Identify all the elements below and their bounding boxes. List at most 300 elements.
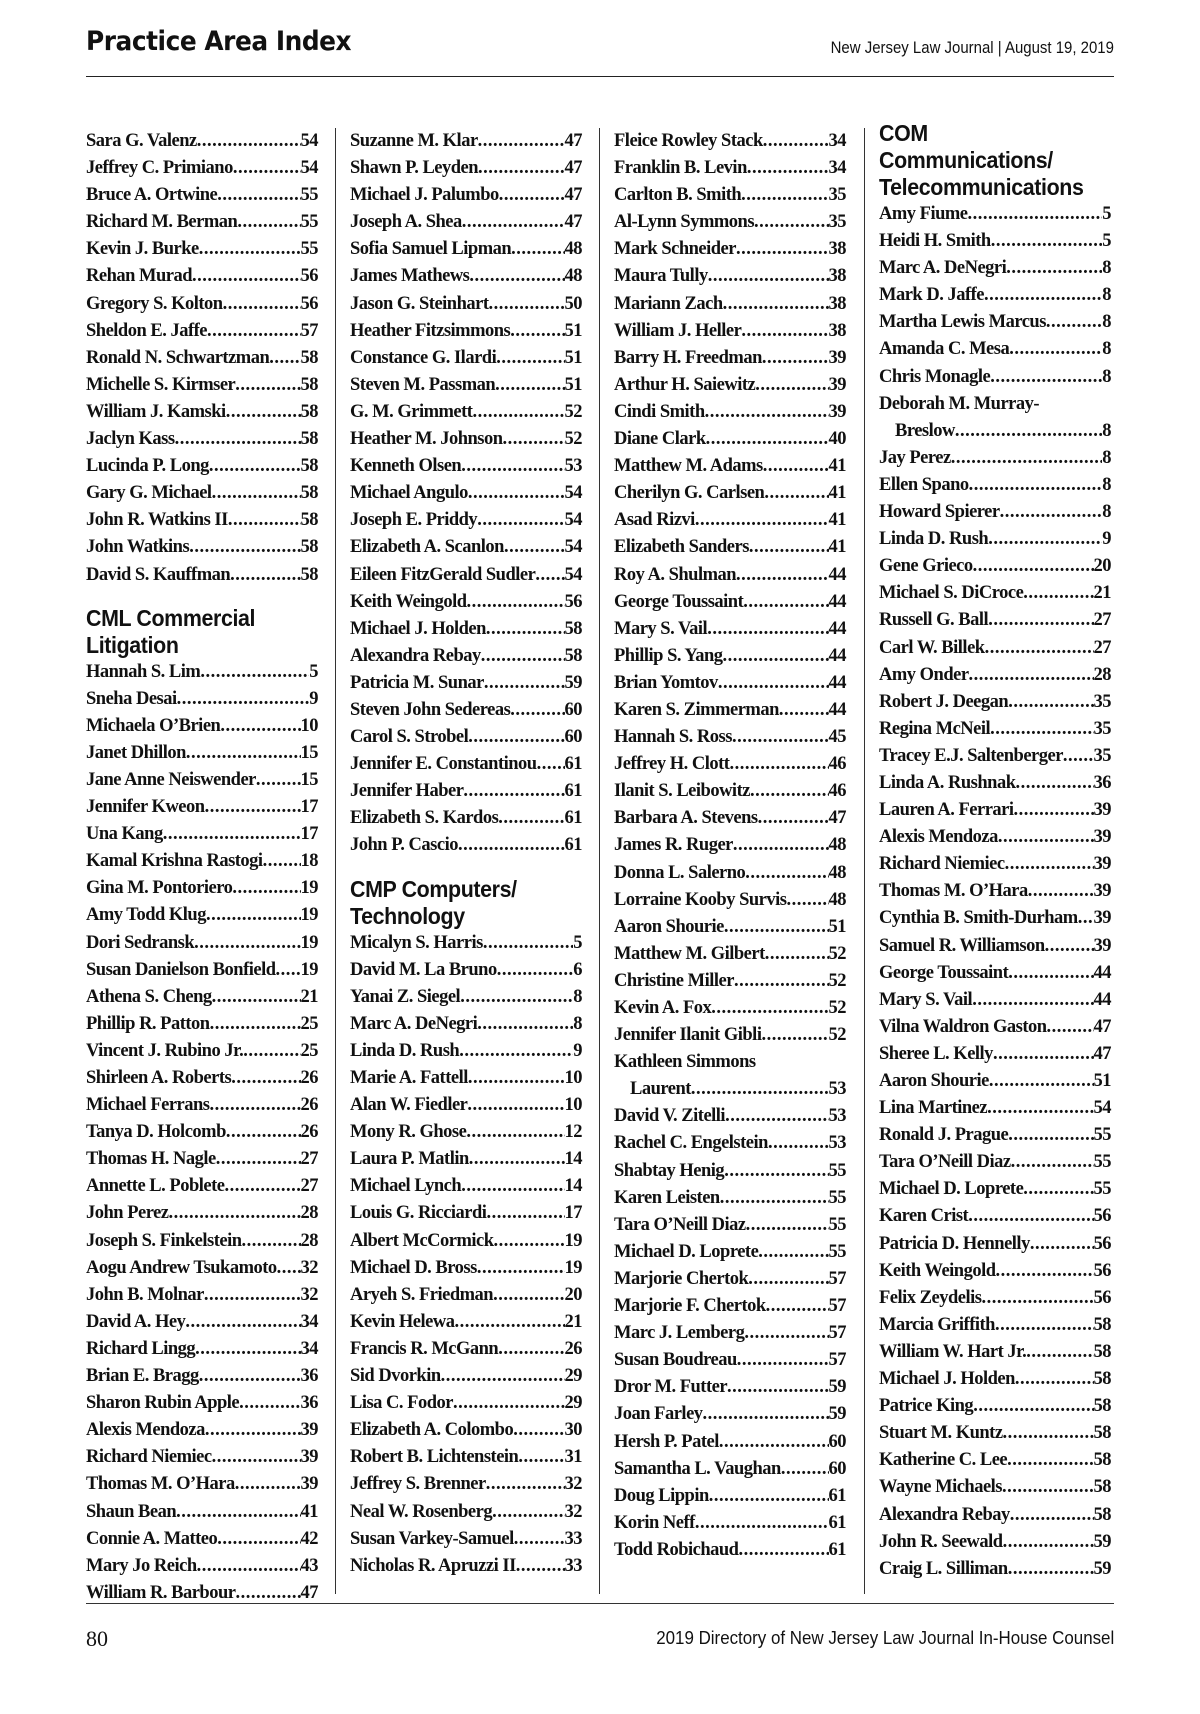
index-entry (614, 914, 846, 941)
leader-dots (764, 480, 828, 507)
index-entry-page: 48 (564, 266, 582, 287)
leader-dots (209, 453, 301, 480)
index-entry (86, 740, 318, 767)
index-entry-page: 21 (564, 1311, 582, 1332)
index-entry-name: Hannah S. Lim (86, 661, 201, 682)
index-entry (86, 453, 318, 480)
index-entry-page: 8 (1102, 447, 1111, 468)
index-entry-name: Robert J. Deegan (879, 691, 1009, 712)
index-entry-page: 42 (300, 1528, 318, 1549)
leader-dots (169, 1200, 301, 1227)
index-entry (350, 1309, 582, 1336)
index-entry-name: Marie A. Fattell (350, 1068, 468, 1088)
leader-dots (458, 832, 565, 859)
leader-dots (461, 1173, 564, 1200)
index-entry-name: Michael J. Holden (350, 618, 486, 639)
index-entry-page: 8 (573, 986, 582, 1007)
index-entry (614, 1266, 846, 1293)
leader-dots (192, 263, 300, 290)
index-entry-name: Michael J. Palumbo (350, 185, 499, 206)
index-entry-name: Jaclyn Kass (86, 429, 175, 450)
index-entry (879, 607, 1111, 634)
index-entry-page: 36 (300, 1366, 318, 1387)
index-entry-name-continued: Laurent (630, 1079, 691, 1100)
leader-dots (691, 1076, 829, 1103)
index-entry-page: 19 (300, 959, 318, 980)
index-entry (879, 336, 1111, 363)
index-entry-page: 19 (300, 932, 318, 953)
index-entry (86, 1228, 318, 1255)
index-entry-name: Michaela O’Brien (86, 715, 221, 736)
leader-dots (511, 236, 564, 263)
index-entry (879, 1420, 1111, 1447)
leader-dots (454, 1309, 564, 1336)
index-entry-page: 55 (828, 1160, 846, 1181)
index-entry-page: 44 (828, 618, 846, 639)
leader-dots (212, 984, 301, 1011)
index-entry-name: Thomas H. Nagle (86, 1149, 216, 1170)
leader-dots (720, 1185, 829, 1212)
index-entry-page: 61 (828, 1539, 846, 1560)
index-entry-name: Nicholas R. Apruzzi II (350, 1555, 516, 1576)
practice-area-heading (86, 605, 302, 659)
index-entry-page: 15 (300, 742, 318, 763)
leader-dots (477, 507, 564, 534)
practice-area-heading (350, 876, 566, 930)
index-entry-name: Jeffrey S. Brenner (350, 1474, 486, 1495)
leader-dots (1011, 1149, 1094, 1176)
index-entry (350, 507, 582, 534)
index-entry-page: 47 (1093, 1043, 1111, 1064)
index-entry (86, 1146, 318, 1173)
leader-dots (496, 345, 564, 372)
index-entry (86, 1173, 318, 1200)
index-entry-page: 48 (828, 835, 846, 856)
leader-dots (232, 875, 300, 902)
leader-dots (495, 372, 564, 399)
index-entry-page: 47 (564, 185, 582, 206)
index-entry-page: 58 (1093, 1504, 1111, 1525)
page-number: 80 (86, 1626, 108, 1651)
leader-dots (194, 930, 300, 957)
index-entry-name: Robert B. Lichtenstein (350, 1447, 519, 1468)
leader-dots (224, 1173, 300, 1200)
index-entry (879, 960, 1111, 987)
leader-dots (734, 968, 829, 995)
index-entry-name: Barbara A. Stevens (614, 808, 758, 829)
leader-dots (514, 1526, 565, 1553)
index-entry-page: 57 (828, 1323, 846, 1344)
index-entry-page: 32 (564, 1501, 582, 1522)
index-entry-page: 44 (1093, 989, 1111, 1010)
index-entry-page: 58 (564, 645, 582, 666)
index-entry-name: Gina M. Pontoriero (86, 878, 233, 899)
leader-dots (206, 902, 301, 929)
index-entry (350, 1553, 582, 1580)
heading-line: Litigation (86, 631, 179, 658)
index-entry (86, 291, 318, 318)
index-entry-name: Karen Crist (879, 1206, 969, 1227)
index-entry (614, 1374, 846, 1401)
index-entry-name: Sheree L. Kelly (879, 1043, 993, 1064)
leader-dots (466, 1119, 564, 1146)
index-entry (350, 724, 582, 751)
leader-dots (1006, 255, 1102, 282)
index-entry (879, 1095, 1111, 1122)
index-entry (614, 1158, 846, 1185)
index-entry (614, 1510, 846, 1537)
index-entry-name: Shaun Bean (86, 1501, 177, 1522)
index-entry-name: Mary S. Vail (614, 618, 708, 639)
index-entry-name: Joseph S. Finkelstein (86, 1230, 242, 1251)
index-entry (350, 1092, 582, 1119)
index-entry (614, 480, 846, 507)
index-entry-name: Craig L. Silliman (879, 1558, 1008, 1579)
leader-dots (723, 291, 829, 318)
index-entry-page: 56 (300, 293, 318, 314)
index-entry-page: 53 (828, 1133, 846, 1154)
index-entry (350, 589, 582, 616)
index-entry-name: Constance G. Ilardi (350, 347, 497, 368)
leader-dots (177, 686, 310, 713)
index-entry-page: 59 (564, 672, 582, 693)
index-entry (350, 778, 582, 805)
index-entry-name: Regina McNeil (879, 718, 991, 739)
index-entry-name: Tara O’Neill Diaz (879, 1152, 1011, 1173)
index-entry-page: 44 (828, 645, 846, 666)
index-entry (614, 805, 846, 832)
index-entry (879, 526, 1111, 553)
index-entry (879, 689, 1111, 716)
index-entry-page: 21 (300, 986, 318, 1007)
leader-dots (493, 1282, 564, 1309)
index-entry (86, 1038, 318, 1065)
index-entry (879, 987, 1111, 1014)
index-entry-name: Jennifer Haber (350, 781, 464, 802)
leader-dots (762, 345, 829, 372)
index-entry-name: David M. La Bruno (350, 959, 497, 980)
index-entry-name: Ilanit S. Leibowitz (614, 781, 750, 802)
index-entry-page: 35 (828, 212, 846, 233)
index-entry-name: Elizabeth Sanders (614, 537, 749, 558)
leader-dots (763, 453, 829, 480)
index-entry (614, 534, 846, 561)
index-entry-page: 47 (564, 131, 582, 151)
leader-dots (765, 941, 829, 968)
index-entry-name: Albert McCormick (350, 1230, 494, 1251)
index-entry-name: Michael Lynch (350, 1176, 462, 1197)
index-entry-name: Marjorie Chertok (614, 1268, 749, 1289)
index-entry-name: Linda D. Rush (350, 1040, 460, 1061)
leader-dots (736, 562, 828, 589)
index-entry (879, 716, 1111, 743)
leader-dots (779, 697, 829, 724)
index-entry-page: 5 (309, 661, 318, 682)
index-entry (86, 1119, 318, 1146)
index-entry (350, 1200, 582, 1227)
index-entry (614, 1022, 846, 1049)
index-entry-page: 56 (1093, 1233, 1111, 1254)
leader-dots (747, 155, 829, 182)
index-entry (86, 1499, 318, 1526)
index-entry-page: 55 (828, 1214, 846, 1235)
index-entry-name: Carol S. Strobel (350, 727, 469, 748)
leader-dots (755, 372, 828, 399)
index-entry-name: Alexandra Rebay (879, 1504, 1010, 1525)
index-entry (350, 1146, 582, 1173)
leader-dots (504, 534, 565, 561)
index-entry (350, 1119, 582, 1146)
leader-dots (263, 848, 301, 875)
index-entry-page: 57 (828, 1296, 846, 1317)
practice-area-heading (879, 120, 1095, 201)
index-entry-name: Franklin B. Levin (614, 158, 747, 179)
leader-dots (707, 616, 828, 643)
index-entry-name: Mony R. Ghose (350, 1122, 467, 1143)
index-entry-name: Kevin A. Fox (614, 998, 712, 1018)
index-entry (350, 1499, 582, 1526)
index-entry (614, 263, 846, 290)
index-entry (86, 562, 318, 589)
leader-dots (723, 643, 829, 670)
index-entry-name: Katherine C. Lee (879, 1450, 1008, 1471)
index-entry-page: 54 (300, 131, 318, 151)
index-entry-name: Phillip R. Patton (86, 1013, 210, 1034)
index-entry (879, 1149, 1111, 1176)
index-entry (614, 1185, 846, 1212)
leader-dots (212, 1444, 301, 1471)
leader-dots (981, 1285, 1093, 1312)
index-entry-name: Karen S. Zimmerman (614, 699, 779, 720)
index-entry-page: 41 (828, 510, 846, 531)
index-entry-name: Doug Lippin (614, 1485, 709, 1506)
index-entry (350, 1011, 582, 1038)
index-entry (86, 1553, 318, 1580)
leader-dots (235, 372, 300, 399)
leader-dots (1000, 499, 1103, 526)
index-entry-name: John Watkins (86, 537, 190, 558)
index-entry (86, 1390, 318, 1417)
index-entry (350, 372, 582, 399)
index-entry-page: 47 (1093, 1016, 1111, 1037)
leader-dots (968, 201, 1103, 228)
leader-dots (237, 209, 300, 236)
index-entry (879, 418, 1111, 445)
index-entry (614, 697, 846, 724)
index-entry-name: Fleice Rowley Stack (614, 131, 763, 151)
heading-line: COM (879, 120, 928, 146)
index-entry-page: 6 (573, 959, 582, 980)
index-entry-name: Asad Rizvi (614, 510, 695, 531)
index-entry-name: Richard M. Berman (86, 212, 238, 233)
leader-dots (990, 716, 1093, 743)
index-entry (614, 155, 846, 182)
index-entry (614, 670, 846, 697)
index-entry-page: 5 (1102, 231, 1111, 252)
index-entry-name: Elizabeth A. Colombo (350, 1420, 514, 1441)
index-entry-name: Richard Lingg (86, 1338, 196, 1359)
index-entry (614, 1429, 846, 1456)
index-entry (350, 984, 582, 1011)
leader-dots (499, 182, 565, 209)
index-entry-name: William J. Heller (614, 320, 742, 341)
heading-line: CMP Computers/ (350, 875, 517, 902)
index-entry (879, 797, 1111, 824)
leader-dots (729, 751, 828, 778)
leader-dots (737, 1347, 829, 1374)
index-entry-name: Samuel R. Williamson (879, 935, 1045, 956)
index-entry-name: Mary Jo Reich (86, 1555, 197, 1576)
index-entry (614, 318, 846, 345)
index-entry-name: Amy Fiume (879, 204, 968, 224)
index-entry-name: Carl W. Billek (879, 637, 985, 658)
index-entry-page: 8 (1102, 502, 1111, 523)
index-entry-page: 26 (564, 1338, 582, 1359)
index-entry-name: Lucinda P. Long (86, 456, 209, 477)
leader-dots (477, 1255, 565, 1282)
index-entry-page: 56 (1093, 1260, 1111, 1281)
index-entry-name: Bruce A. Ortwine (86, 185, 218, 206)
index-entry (350, 399, 582, 426)
index-entry-page: 35 (828, 185, 846, 206)
index-entry-name: Arthur H. Saiewitz (614, 374, 756, 395)
index-entry-page: 25 (300, 1040, 318, 1061)
index-entry (86, 128, 318, 155)
index-entry-name: Ellen Spano (879, 474, 969, 495)
leader-dots (199, 236, 301, 263)
index-entry (350, 930, 582, 957)
index-entry-page: 20 (1093, 556, 1111, 577)
leader-dots (768, 1130, 829, 1157)
index-entry (86, 372, 318, 399)
index-entry-page: 34 (828, 131, 846, 151)
leader-dots (195, 1336, 300, 1363)
index-entry-name: Ronald N. Schwartzman (86, 347, 270, 368)
index-entry (350, 236, 582, 263)
index-entry (350, 318, 582, 345)
index-entry (879, 1068, 1111, 1095)
index-entry (879, 1041, 1111, 1068)
index-entry-page: 58 (300, 510, 318, 531)
index-entry-name: Deborah M. Murray- (879, 393, 1040, 414)
index-entry-name: Christine Miller (614, 970, 734, 991)
leader-dots (212, 480, 301, 507)
index-entry-name: Louis G. Ricciardi (350, 1203, 487, 1224)
leader-dots (708, 263, 829, 290)
index-entry-name: George Toussaint (879, 962, 1009, 983)
index-entry (614, 968, 846, 995)
index-entry-page: 52 (828, 943, 846, 964)
leader-dots (463, 778, 564, 805)
index-entry (86, 930, 318, 957)
index-entry (350, 155, 582, 182)
leader-dots (498, 1336, 564, 1363)
index-entry (350, 616, 582, 643)
leader-dots (968, 1203, 1093, 1230)
index-entry-page: 60 (828, 1431, 846, 1452)
index-entry-name: Cherilyn G. Carlsen (614, 483, 765, 504)
leader-dots (478, 128, 565, 155)
index-entry-page: 38 (828, 239, 846, 260)
index-entry (350, 291, 582, 318)
index-entry-page: 9 (1102, 529, 1111, 550)
index-entry-name: Patrice King (879, 1396, 974, 1417)
index-entry (614, 589, 846, 616)
leader-dots (462, 209, 565, 236)
leader-dots (481, 643, 565, 670)
index-entry-name: Patricia M. Sunar (350, 672, 484, 693)
index-entry (614, 426, 846, 453)
leader-dots (989, 1068, 1094, 1095)
leader-dots (497, 957, 574, 984)
leader-dots (1023, 1176, 1093, 1203)
index-entry-page: 26 (300, 1068, 318, 1088)
index-entry (86, 507, 318, 534)
index-entry-page: 55 (1093, 1125, 1111, 1146)
index-entry (86, 1065, 318, 1092)
index-entry-page: 41 (300, 1501, 318, 1522)
index-entry-name: John R. Seewald (879, 1531, 1003, 1552)
index-entry-name: Diane Clark (614, 429, 706, 450)
index-entry-name: Gene Grieco (879, 556, 973, 577)
index-entry-page: 61 (828, 1512, 846, 1533)
index-entry-name: Brian E. Bragg (86, 1366, 199, 1387)
index-entry (614, 1483, 846, 1510)
index-entry-page: 32 (300, 1284, 318, 1305)
index-entry-page: 36 (300, 1393, 318, 1414)
leader-dots (235, 1471, 301, 1498)
index-entry (614, 1537, 846, 1564)
index-entry (879, 1258, 1111, 1285)
index-entry (350, 128, 582, 155)
leader-dots (1008, 1556, 1094, 1583)
index-entry (350, 209, 582, 236)
leader-dots (230, 562, 300, 589)
index-entry-name: Felix Zeydelis (879, 1287, 982, 1308)
leader-dots (748, 1266, 828, 1293)
index-entry-page: 60 (564, 727, 582, 748)
leader-dots (242, 1228, 301, 1255)
index-entry-name: Kathleen Simmons (614, 1052, 756, 1073)
index-entry-page: 56 (1093, 1287, 1111, 1308)
index-entry-name: Cynthia B. Smith-Durham (879, 908, 1078, 929)
leader-dots (1016, 770, 1094, 797)
leader-dots (478, 155, 564, 182)
leader-dots (1063, 743, 1094, 770)
index-entry-page: 58 (1093, 1314, 1111, 1335)
directory-title: 2019 Directory of New Jersey Law Journal In-House Counsel (655, 1628, 1114, 1648)
index-entry (86, 1444, 318, 1471)
index-entry-name: Jay Perez (879, 447, 951, 468)
leader-dots (467, 589, 565, 616)
index-entry-page: 19 (300, 905, 318, 926)
leader-dots (537, 751, 565, 778)
index-entry (86, 534, 318, 561)
index-entry-name: Gregory S. Kolton (86, 293, 223, 314)
leader-dots (204, 1282, 301, 1309)
index-entry-page: 39 (300, 1447, 318, 1468)
leader-dots (226, 1119, 301, 1146)
index-entry-page: 29 (564, 1393, 582, 1414)
leader-dots (468, 480, 565, 507)
index-entry-name: Amanda C. Mesa (879, 339, 1010, 360)
index-entry-name: Jeffrey H. Clott (614, 754, 730, 775)
leader-dots (1015, 1366, 1094, 1393)
leader-dots (695, 1510, 829, 1537)
index-entry-name: Hannah S. Ross (614, 727, 732, 748)
index-entry-name: Mariann Zach (614, 293, 723, 314)
index-entry (350, 480, 582, 507)
